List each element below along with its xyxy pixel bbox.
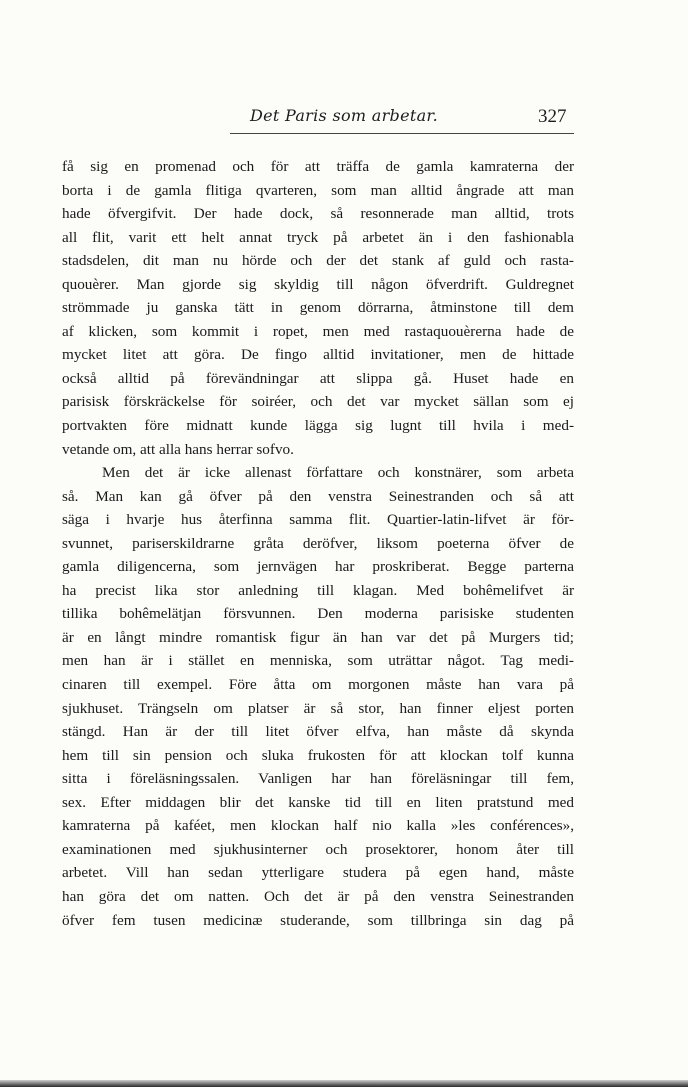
text-line: af klicken, som kommit i ropet, men med rastaquouèrerna hade de (62, 322, 574, 340)
body-text (62, 155, 574, 932)
text-line: portvakten före midnatt kunde lägga sig lugnt till hvila i med- (62, 417, 574, 435)
text-line: mycket litet att göra. De fingo alltid invitationer, men de hittade (62, 346, 574, 364)
text-line: säga i hvarje hus återfinna samma flit. Quartier-latin-lifvet är för- (62, 511, 574, 529)
text-line: parisisk förskräckelse för soiréer, och det var mycket sällan som ej (62, 393, 574, 411)
text-line: också alltid på förevändningar att slippa gå. Huset hade en (62, 369, 574, 387)
header-rule (230, 133, 574, 134)
text-line: arbetet. Vill han sedan ytterligare studera på egen hand, måste (62, 864, 574, 882)
text-line: ha precist lika stor anledning till klagan. Med bohêmelifvet är (62, 581, 574, 599)
text-line: stadsdelen, dit man nu hörde och der det stank af guld och rasta- (62, 252, 574, 270)
text-line: men han är i stället en menniska, som uträttar något. Tag medi- (62, 652, 574, 670)
text-line: examinationen med sjukhusinterner och prosektorer, honom åter till (62, 840, 574, 858)
text-line: borta i de gamla flitiga qvarteren, som man alltid ångrade att man (62, 181, 574, 199)
text-line: sjukhuset. Trängseln om platser är så stor, han finner eljest porten (62, 699, 574, 717)
text-line: sex. Efter middagen blir det kanske tid till en liten pratstund med (62, 793, 574, 811)
text-line: stängd. Han är der till litet öfver elfva, han måste då skynda (62, 723, 574, 741)
text-line: tillika bohêmelätjan försvunnen. Den moderna parisiske studenten (62, 605, 574, 623)
text-line: strömmade ju ganska tätt in genom dörrarna, åtminstone till dem (62, 299, 574, 317)
text-line: gamla diligencerna, som jernvägen har proskriberat. Begge parterna (62, 558, 574, 576)
text-line: all flit, varit ett helt annat tryck på arbetet än i den fashionabla (62, 228, 574, 246)
page-number: 327 (538, 106, 567, 127)
text-line: cinaren till exempel. Före åtta om morgonen måste han vara på (62, 676, 574, 694)
text-line: få sig en promenad och för att träffa de gamla kamraterna der (62, 158, 574, 175)
scan-bottom-edge (0, 1080, 688, 1087)
text-line: han göra det om natten. Och det är på den venstra Seinestranden (62, 887, 574, 905)
text-line: hem till sin pension och sluka frukosten för att klockan tolf kunna (62, 746, 574, 764)
text-line: så. Man kan gå öfver på den venstra Seinestranden och så att (62, 487, 574, 505)
text-line: hade öfvergifvit. Der hade dock, så resonnerade man alltid, trots (62, 205, 574, 223)
text-line: Men det är icke allenast författare och konstnärer, som arbeta (102, 464, 574, 482)
text-line: sitta i föreläsningssalen. Vanligen har han föreläsningar till fem, (62, 770, 574, 788)
text-line: svunnet, pariserskildrarne gråta deröfver, liksom poeterna öfver de (62, 534, 574, 552)
text-line: är en långt mindre romantisk figur än han var det på Murgers tid; (62, 628, 574, 646)
page-header (0, 106, 688, 132)
text-line: öfver fem tusen medicinæ studerande, som tillbringa sin dag på (62, 911, 574, 929)
text-line: quouèrer. Man gjorde sig skyldig till någon öfverdrift. Guldregnet (62, 275, 574, 293)
running-title: Det Paris som arbetar. (249, 106, 438, 125)
text-line: vetande om, att alla hans herrar sofvo. (62, 440, 294, 458)
text-line: kamraterna på kaféet, men klockan half nio kalla »les conférences», (62, 817, 574, 835)
